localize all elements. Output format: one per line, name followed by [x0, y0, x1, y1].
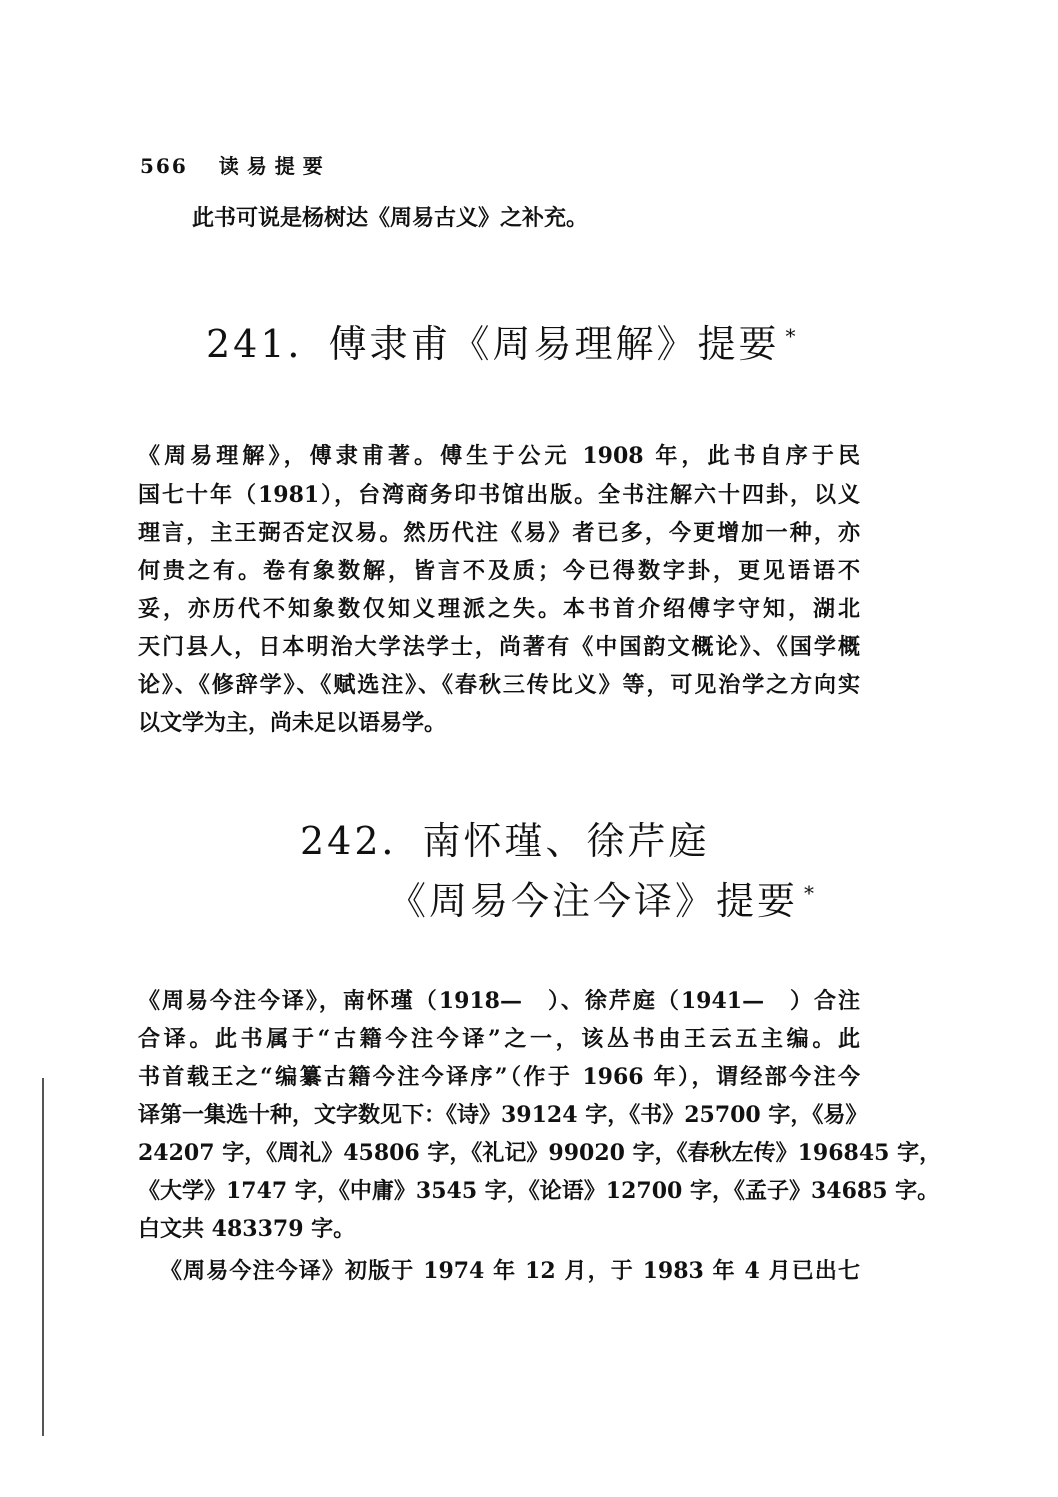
section-heading-242-line1: 242．南怀瑾、徐芹庭 [300, 819, 710, 863]
paragraph-line: 何贵之有。卷有象数解，皆言不及质；今已得数字卦，更见语语不 [138, 558, 860, 584]
footnote-mark: * [804, 881, 818, 906]
paragraph-line: 书首载王之“编纂古籍今注今译序”（作于 1966 年），谓经部今注今 [138, 1064, 860, 1090]
paragraph-line: 以文学为主，尚未足以语易学。 [138, 710, 447, 736]
book-title: 读易提要 [218, 154, 331, 178]
section-heading-242-line2 [388, 870, 817, 925]
paragraph-line: 《周易理解》，傅隶甫著。傅生于公元 1908 年，此书自序于民 [138, 443, 860, 469]
paragraph-line: 理言，主王弼否定汉易。然历代注《易》者已多，今更增加一种，亦 [138, 520, 860, 546]
section-heading-241 [206, 313, 799, 368]
paragraph-line: 合译。此书属于“古籍今注今译”之一，该丛书由王云五主编。此 [138, 1026, 860, 1052]
paragraph-line: 国七十年（1981），台湾商务印书馆出版。全书注解六十四卦，以义 [138, 482, 860, 508]
running-header [140, 150, 331, 179]
scan-margin-line [42, 1078, 44, 1436]
paragraph-line: 《周易今注今译》，南怀瑾（1918— ）、徐芹庭（1941— ）合注 [138, 988, 860, 1014]
paragraph-line: 天门县人，日本明治大学法学士，尚著有《中国韵文概论》、《国学概 [138, 634, 860, 660]
continuation-line: 此书可说是杨树达《周易古义》之补充。 [192, 205, 589, 231]
heading-text: 241．傅隶甫《周易理解》提要 [206, 322, 780, 366]
paragraph-line: 24207 字，《周礼》45806 字，《礼记》99020 字，《春秋左传》196845 字， [138, 1140, 942, 1166]
paragraph-line: 妥，亦历代不知象数仅知义理派之失。本书首介绍傅字守知，湖北 [138, 596, 860, 622]
footnote-mark: * [785, 324, 799, 349]
paragraph-line: 白文共 483379 字。 [138, 1216, 356, 1242]
paragraph-line: 论》、《修辞学》、《赋选注》、《春秋三传比义》等，可见治学之方向实 [138, 672, 860, 698]
paragraph-line: 译第一集选十种，文字数见下：《诗》39124 字，《书》25700 字，《易》 [138, 1102, 868, 1128]
paragraph-line: 《周易今注今译》初版于 1974 年 12 月，于 1983 年 4 月已出七 [160, 1258, 860, 1284]
heading-text: 《周易今注今译》提要 [388, 879, 799, 923]
paragraph-line: 《大学》1747 字，《中庸》3545 字，《论语》12700 字，《孟子》34685 字。 [138, 1178, 940, 1204]
page-number: 566 [140, 154, 188, 178]
